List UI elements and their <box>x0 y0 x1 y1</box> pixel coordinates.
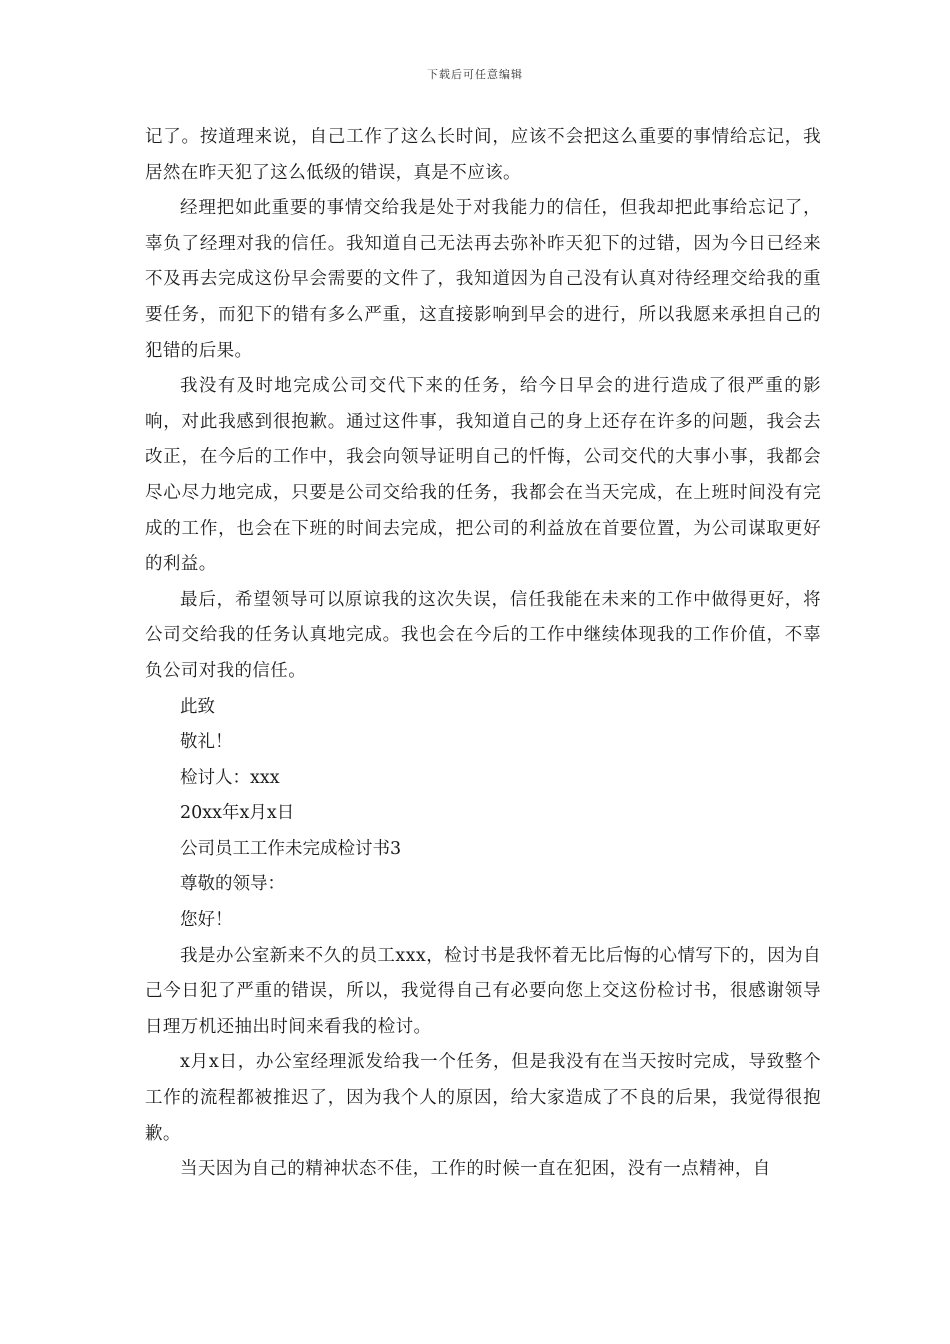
signer-line: 检讨人：xxx <box>180 767 280 788</box>
section-title: 公司员工工作未完成检讨书3 <box>180 838 402 859</box>
greeting-line: 尊敬的领导： <box>180 874 285 895</box>
salute-line: 敬礼！ <box>180 732 233 753</box>
document-body <box>145 120 821 1188</box>
date-line: 20xx年x月x日 <box>180 803 295 824</box>
paragraph-continued: 记了。按道理来说，自己工作了这么长时间，应该不会把这么重要的事情给忘记，我居然在昨天犯了这么低级的错误，真是不应该。 <box>145 127 821 183</box>
paragraph: 我是办公室新来不久的员工xxx，检讨书是我怀着无比后悔的心情写下的，因为自己今日犯了严重的错误，所以，我觉得自己有必要向您上交这份检讨书，很感谢领导日理万机还抽出时间来看我的检讨。 <box>145 945 821 1037</box>
paragraph: 我没有及时地完成公司交代下来的任务，给今日早会的进行造成了很严重的影响，对此我感到很抱歉。通过这件事，我知道自己的身上还存在许多的问题，我会去改正，在今后的工作中，我会向领导证明自己的忏悔，公司交代的大事小事，我都会尽心尽力地完成，只要是公司交给我的任务，我都会在当天完成，在上班时间没有完成的工作，也会在下班的时间去完成，把公司的利益放在首要位置，为公司谋取更好的利益。 <box>145 376 821 575</box>
paragraph-truncated: 当天因为自己的精神状态不佳，工作的时候一直在犯困，没有一点精神，自 <box>180 1159 771 1180</box>
closing-line: 此致 <box>180 696 215 717</box>
page-header: 下载后可任意编辑 <box>427 68 523 81</box>
paragraph: 最后，希望领导可以原谅我的这次失误，信任我能在未来的工作中做得更好，将公司交给我的任务认真地完成。我也会在今后的工作中继续体现我的工作价值，不辜负公司对我的信任。 <box>145 589 821 681</box>
paragraph: 经理把如此重要的事情交给我是处于对我能力的信任，但我却把此事给忘记了，辜负了经理对我的信任。我知道自己无法再去弥补昨天犯下的过错，因为今日已经来不及再去完成这份早会需要的文件了，我知道因为自己没有认真对待经理交给我的重要任务，而犯下的错有多么严重，这直接影响到早会的进行，所以我愿来承担自己的犯错的后果。 <box>145 198 821 361</box>
paragraph: x月x日，办公室经理派发给我一个任务，但是我没有在当天按时完成，导致整个工作的流程都被推迟了，因为我个人的原因，给大家造成了不良的后果，我觉得很抱歉。 <box>145 1052 821 1144</box>
hello-line: 您好！ <box>180 910 233 931</box>
